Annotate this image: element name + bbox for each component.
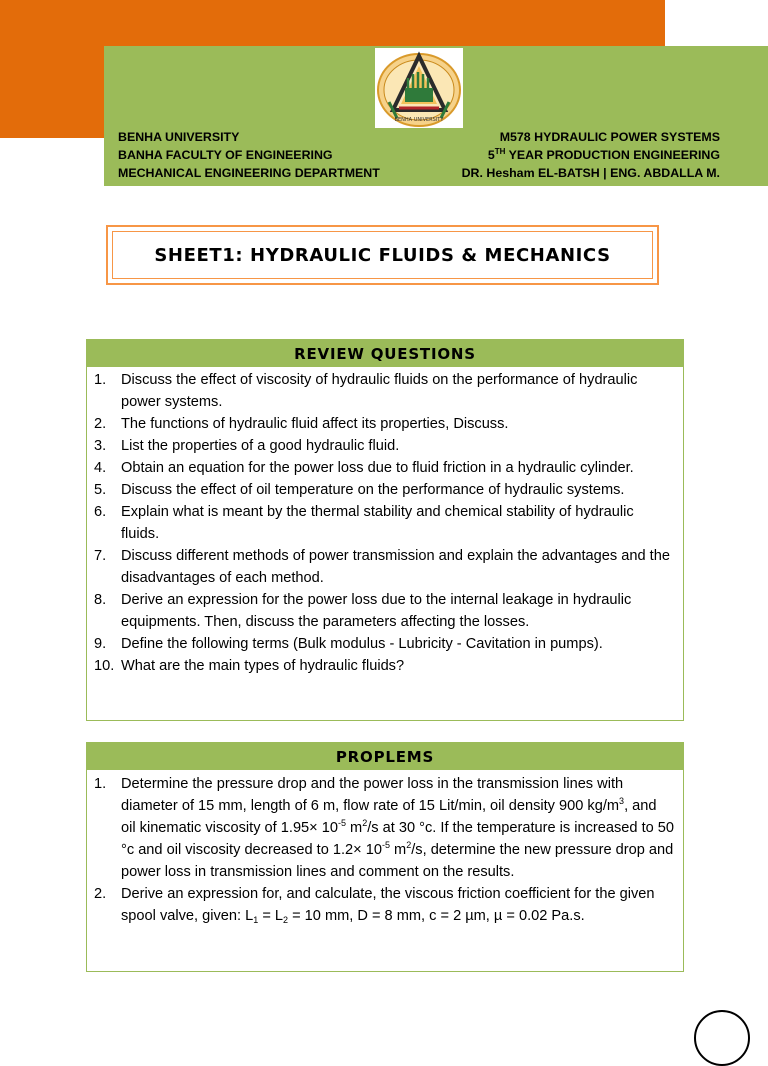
list-item: 10. What are the main types of hydraulic fluids?: [94, 658, 405, 674]
header-course-block: [462, 128, 720, 182]
instructors: DR. Hesham EL-BATSH | ENG. ABDALLA M.: [461, 166, 720, 180]
course-code: M578 HYDRAULIC POWER SYSTEMS: [499, 130, 720, 144]
review-questions-heading: REVIEW QUESTIONS: [87, 340, 683, 367]
list-item: 6. Explain what is meant by the thermal stability and chemical stability of hydraulic fluids.: [94, 504, 634, 542]
problems-heading: PROPLEMS: [87, 743, 683, 770]
list-item: 2. The functions of hydraulic fluid affect its properties, Discuss.: [94, 416, 509, 432]
list-item: 9. Define the following terms (Bulk modulus - Lubricity - Cavitation in pumps).: [94, 636, 603, 652]
sheet-title-frame: [106, 225, 659, 285]
list-item: 7. Discuss different methods of power transmission and explain the advantages and the disadvantages of each method.: [94, 548, 670, 586]
problems-section: [86, 742, 684, 972]
university-logo: [375, 48, 463, 128]
faculty-name: BANHA FACULTY OF ENGINEERING: [118, 148, 333, 162]
list-item: 5. Discuss the effect of oil temperature on the performance of hydraulic systems.: [94, 482, 625, 498]
list-item: 2. Derive an expression for, and calculate, the viscous friction coefficient for the given spool valve, given: $L_1 = L_2 = 10$ mm, D = 8 mm, c = 2 µm, µ = 0.02 Pa.s.: [94, 886, 655, 925]
university-name: BENHA UNIVERSITY: [118, 130, 240, 144]
review-questions-section: [86, 339, 684, 721]
page-number-circle: [694, 1010, 750, 1066]
document-header: [104, 46, 768, 186]
year-level: [462, 146, 720, 164]
header-institution-block: [118, 128, 380, 182]
question-text: The functions of hydraulic fluid affect its properties, Discuss.: [121, 416, 509, 432]
list-item: 3. List the properties of a good hydraulic fluid.: [94, 438, 400, 454]
question-text: Obtain an equation for the power loss due to fluid friction in a hydraulic cylinder.: [121, 460, 634, 476]
year-number: 5: [487, 148, 495, 162]
sheet-title: SHEET1: HYDRAULIC FLUIDS & MECHANICS: [154, 244, 611, 266]
question-text: Explain what is meant by the thermal stability and chemical stability of hydraulic fluids.: [121, 504, 634, 542]
svg-text:BENHA UNIVERSITY: BENHA UNIVERSITY: [394, 117, 444, 123]
year-suffix: TH: [494, 147, 506, 156]
question-text: List the properties of a good hydraulic fluid.: [121, 438, 400, 454]
list-item: 1. Discuss the effect of viscosity of hydraulic fluids on the performance of hydraulic power systems.: [94, 372, 638, 410]
list-item: 1. Determine the pressure drop and the power loss in the transmission lines with diameter of 15 mm, length of 6 m, flow rate of 15 Lit/min, oil density 900 $kg/m^3$, and oil kinematic viscosity of $1.95\times 10^{-5}$ $m^2/s$ at 30 °c. If the temperature is increased to 50 °c and oil viscosity decreased to $1.2\times 10^{-5}$ $m^2/s$, determine the new pressure drop and power loss in transmission lines and comment on the results.: [94, 776, 675, 880]
question-text: Discuss the effect of oil temperature on the performance of hydraulic systems.: [121, 482, 625, 498]
list-item: 4. Obtain an equation for the power loss due to fluid friction in a hydraulic cylinder.: [94, 460, 634, 476]
question-text: What are the main types of hydraulic fluids?: [121, 658, 405, 674]
problem-2-text: Derive an expression for, and calculate, the viscous friction coefficient for the given spool valve, given: $L_1 = L_2 = 10$ mm, D = 8 mm, c = 2 µm, µ = 0.02 Pa.s.: [121, 886, 655, 925]
question-text: Discuss the effect of viscosity of hydraulic fluids on the performance of hydraulic power systems.: [121, 372, 638, 410]
question-text: Discuss different methods of power transmission and explain the advantages and the disadvantages of each method.: [121, 548, 670, 586]
sheet-title-inner: [112, 231, 653, 279]
problems-list: [87, 770, 683, 927]
question-text: Define the following terms (Bulk modulus - Lubricity - Cavitation in pumps).: [121, 636, 603, 652]
question-text: Derive an expression for the power loss due to the internal leakage in hydraulic equipments. Then, discuss the parameters affecting the losses.: [121, 592, 632, 630]
review-questions-list: [87, 367, 683, 677]
benha-university-logo-icon: [375, 48, 463, 128]
year-text: YEAR PRODUCTION ENGINEERING: [505, 148, 720, 162]
department-name: MECHANICAL ENGINEERING DEPARTMENT: [118, 166, 380, 180]
problem-1-text: Determine the pressure drop and the power loss in the transmission lines with diameter of 15 mm, length of 6 m, flow rate of 15 Lit/min, oil density 900 $kg/m^3$, and oil kinematic viscosity of $1.95\times 10^{-5}$ $m^2/s$ at 30 °c. If the temperature is increased to 50 °c and oil viscosity decreased to $1.2\times 10^{-5}$ $m^2/s$, determine the new pressure drop and power loss in transmission lines and comment on the results.: [121, 776, 675, 880]
list-item: 8. Derive an expression for the power loss due to the internal leakage in hydraulic equipments. Then, discuss the parameters affecting the losses.: [94, 592, 632, 630]
